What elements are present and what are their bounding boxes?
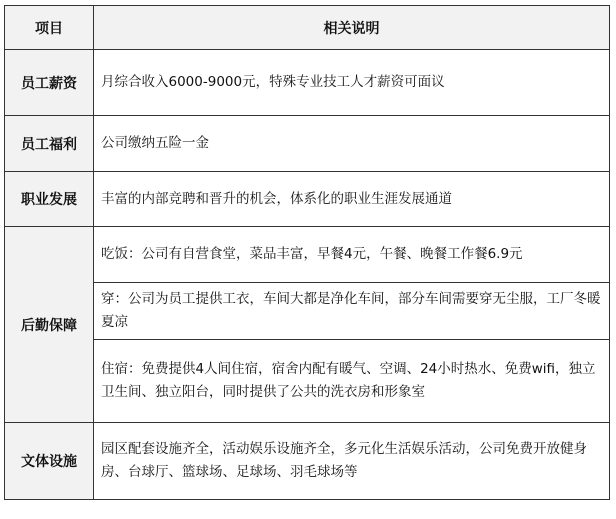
row-label-welfare: 员工福利 bbox=[5, 116, 94, 172]
table-row bbox=[5, 116, 610, 172]
row-label-career: 职业发展 bbox=[5, 172, 94, 227]
table-row bbox=[5, 172, 610, 227]
header-row bbox=[5, 6, 610, 50]
table-row bbox=[5, 50, 610, 116]
header-item: 项目 bbox=[5, 6, 94, 50]
row-text-career: 丰富的内部竞聘和晋升的机会，体系化的职业生涯发展通道 bbox=[94, 172, 610, 227]
table-row bbox=[5, 423, 610, 500]
row-label-facilities: 文体设施 bbox=[5, 423, 94, 500]
row-text-facilities: 园区配套设施齐全，活动娱乐设施齐全，多元化生活娱乐活动，公司免费开放健身房、台球厅、篮球场、足球场、羽毛球场等 bbox=[94, 423, 610, 500]
header-description: 相关说明 bbox=[94, 6, 610, 50]
logistics-housing: 住宿：免费提供4人间住宿，宿舍内配有暖气、空调、24小时热水、免费wifi，独立卫生间、独立阳台，同时提供了公共的洗衣房和形象室 bbox=[94, 340, 610, 423]
table-row bbox=[5, 283, 610, 340]
table-row bbox=[5, 340, 610, 423]
row-label-salary: 员工薪资 bbox=[5, 50, 94, 116]
logistics-clothing: 穿：公司为员工提供工衣，车间大都是净化车间，部分车间需要穿无尘服，工厂冬暖夏凉 bbox=[94, 283, 610, 340]
row-text-salary: 月综合收入6000-9000元，特殊专业技工人才薪资可面议 bbox=[94, 50, 610, 116]
logistics-meals: 吃饭：公司有自营食堂，菜品丰富，早餐4元，午餐、晚餐工作餐6.9元 bbox=[94, 227, 610, 283]
info-table bbox=[4, 5, 610, 500]
row-text-welfare: 公司缴纳五险一金 bbox=[94, 116, 610, 172]
row-label-logistics: 后勤保障 bbox=[5, 227, 94, 423]
table-row bbox=[5, 227, 610, 283]
